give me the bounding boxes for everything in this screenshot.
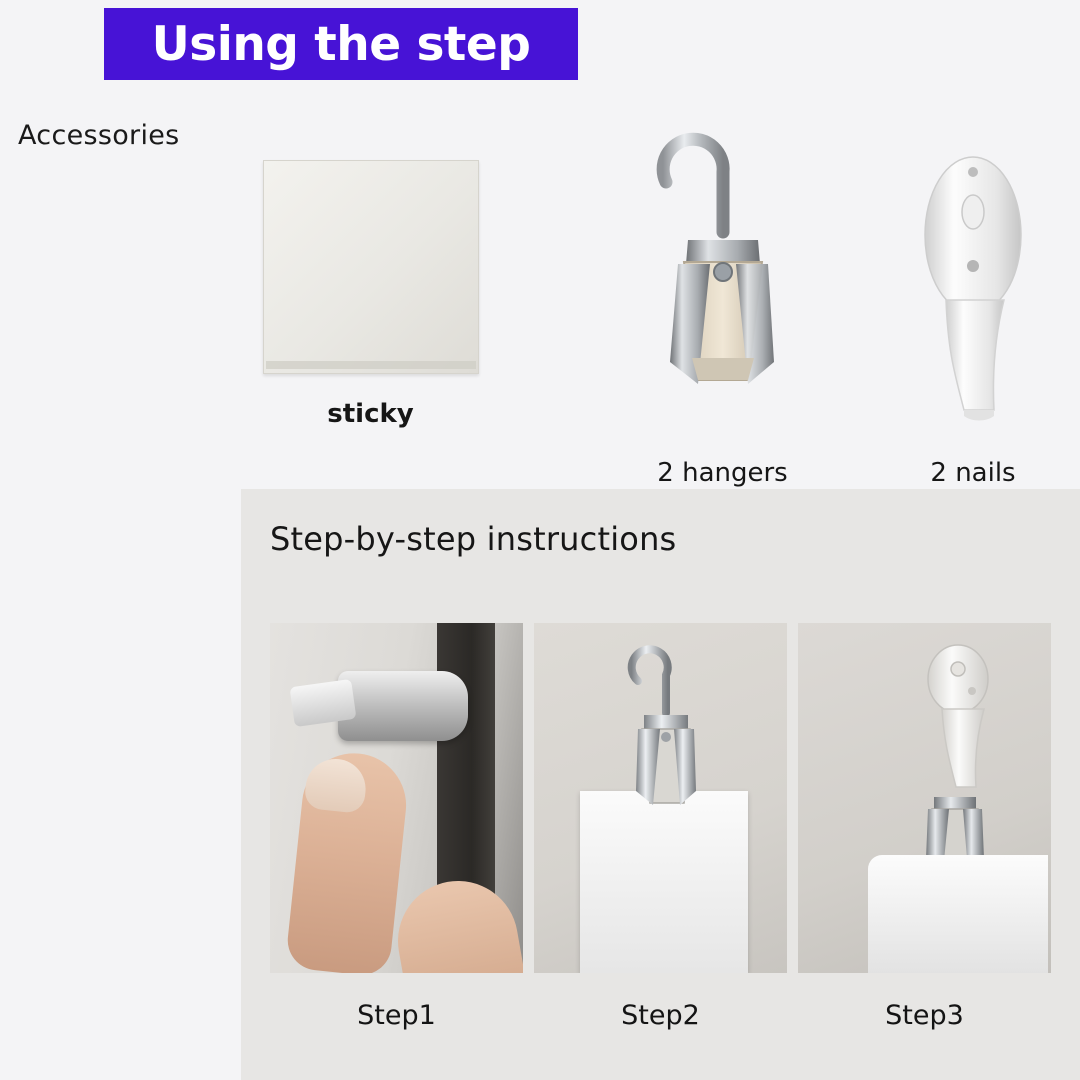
accessory-item-sticky [258, 160, 483, 429]
step3-photo [798, 623, 1051, 973]
white-nail-hook-icon [908, 120, 1038, 440]
step2-photo [534, 623, 787, 973]
adhesive-pad-icon [263, 160, 479, 374]
accessory-item-nails [868, 120, 1078, 488]
instructions-panel [241, 489, 1080, 1080]
step-item-1 [270, 623, 523, 1031]
step-item-2 [534, 623, 787, 1031]
title-banner [104, 8, 578, 80]
step2-caption: Step2 [621, 1000, 700, 1031]
accessories-section-label: Accessories [18, 120, 180, 151]
accessory-caption-hangers: 2 hangers [657, 458, 788, 488]
accessory-caption-sticky: sticky [327, 399, 414, 429]
accessory-caption-nails: 2 nails [930, 458, 1016, 488]
step-item-3 [798, 623, 1051, 1031]
accessory-item-hangers [600, 112, 845, 488]
step1-caption: Step1 [357, 1000, 436, 1031]
page-title: Using the step [151, 16, 531, 72]
steps-row [270, 623, 1051, 1031]
accessories-row [0, 130, 1080, 488]
step1-photo [270, 623, 523, 973]
metal-clip-hook-icon [648, 112, 798, 442]
instructions-heading: Step-by-step instructions [270, 520, 677, 558]
step3-caption: Step3 [885, 1000, 964, 1031]
metal-clip-hook-icon [626, 641, 706, 831]
